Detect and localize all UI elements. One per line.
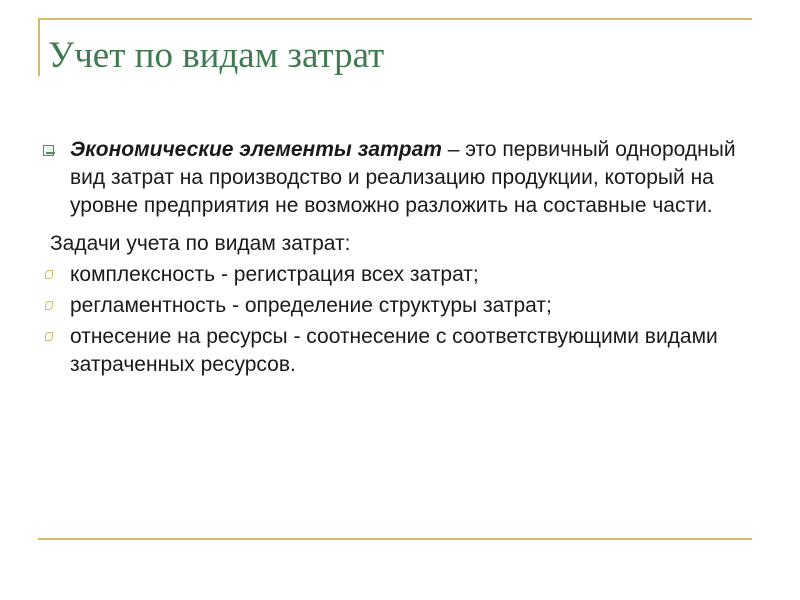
task-text: регламентность - определение структуры затрат; xyxy=(70,294,552,317)
square-bullet-icon xyxy=(43,145,54,156)
leaf-bullet-icon xyxy=(45,332,53,341)
task-item xyxy=(40,323,760,379)
task-text: отнесение на ресурсы - соотнесение с соответствующими видами затраченных ресурсов. xyxy=(70,325,718,376)
frame-left-line xyxy=(38,18,40,76)
definition-text: – это первичный однородный вид затрат на производство и реализацию продукции, который на уровне предприятия не возможно разложить на составные части. xyxy=(70,138,736,217)
frame-bottom-line xyxy=(38,538,752,540)
frame-top-line xyxy=(38,18,752,20)
definition-term: Экономические элементы затрат xyxy=(70,138,442,161)
leaf-bullet-icon xyxy=(45,270,53,279)
task-text: комплексность - регистрация всех затрат; xyxy=(70,263,479,286)
definition-paragraph xyxy=(40,136,760,220)
slide-title: Учет по видам затрат xyxy=(48,35,385,76)
task-item xyxy=(40,261,760,289)
tasks-heading: Задачи учета по видам затрат: xyxy=(50,232,351,255)
leaf-bullet-icon xyxy=(45,301,53,310)
slide-content xyxy=(40,136,760,379)
task-item xyxy=(40,292,760,320)
